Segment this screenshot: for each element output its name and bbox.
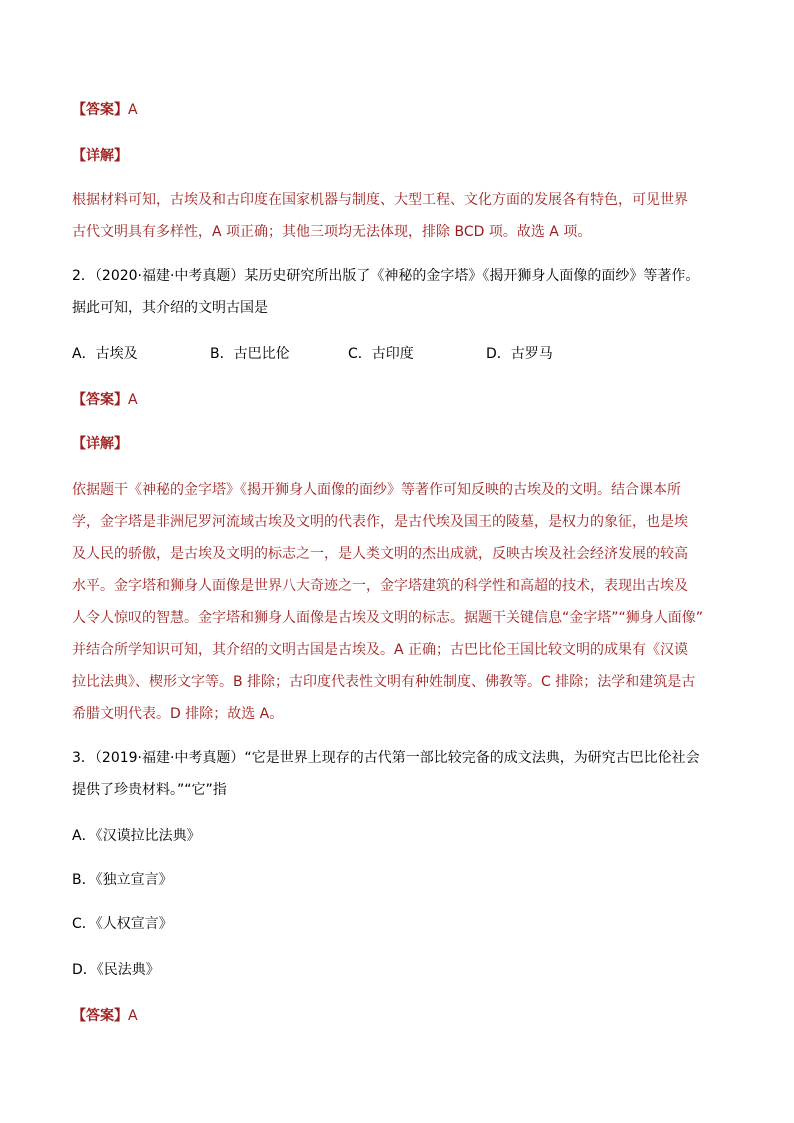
q3-answer-value: A <box>128 1008 138 1024</box>
q2-option-c: C．古印度 <box>348 346 414 362</box>
q2-question-line-1: 2．（2020·福建·中考真题）某历史研究所出版了《神秘的金字塔》《揭开狮身人面像的面纱》等著作。 <box>72 268 700 284</box>
q2-explanation-line-5: 人令人惊叹的智慧。金字塔和狮身人面像是古埃及文明的标志。据题干关键信息“金字塔”“狮身人面像” <box>72 610 704 626</box>
q2-explanation-line-6: 并结合所学知识可知，其介绍的文明古国是古埃及。A 正确；古巴比伦王国比较文明的成果有《汉谟 <box>72 642 689 658</box>
q2-answer-value: A <box>128 392 138 408</box>
q2-explanation-line-7: 拉比法典》、楔形文字等。B 排除；古印度代表性文明有种姓制度、佛教等。C 排除；法学和建筑是古 <box>72 674 696 690</box>
q1-answer-tag: 【答案】 <box>72 102 128 118</box>
q2-question-line-2: 据此可知，其介绍的文明古国是 <box>72 300 268 316</box>
q2-explanation-line-8: 希腊文明代表。D 排除；故选 A。 <box>72 706 284 722</box>
q2-option-b: B．古巴比伦 <box>210 346 290 362</box>
q2-option-d: D．古罗马 <box>486 346 553 362</box>
q1-explanation-line-2: 古代文明具有多样性，A 项正确；其他三项均无法体现，排除 BCD 项。故选 A 项。 <box>72 224 592 240</box>
q1-explanation-line-1: 根据材料可知，古埃及和古印度在国家机器与制度、大型工程、文化方面的发展各有特色，可见世界 <box>72 192 688 208</box>
q2-explanation-line-4: 水平。金字塔和狮身人面像是世界八大奇迹之一，金字塔建筑的科学性和高超的技术，表现出古埃及 <box>72 578 688 594</box>
q3-question-line-1: 3．（2019·福建·中考真题）“它是世界上现存的古代第一部比较完备的成文法典，为研究古巴比伦社会 <box>72 750 700 766</box>
q2-option-a: A．古埃及 <box>72 346 138 362</box>
q3-question-line-2: 提供了珍贵材料。”“它”指 <box>72 782 227 798</box>
q1-detail-tag: 【详解】 <box>72 148 128 164</box>
q3-option-a: A．《汉谟拉比法典》 <box>72 828 201 844</box>
q2-explanation-line-2: 学，金字塔是非洲尼罗河流域古埃及文明的代表作，是古代埃及国王的陵墓，是权力的象征，也是埃 <box>72 514 688 530</box>
q3-option-d: D．《民法典》 <box>72 962 160 978</box>
q1-answer-value: A <box>128 102 138 118</box>
q2-explanation-line-1: 依据题干《神秘的金字塔》《揭开狮身人面像的面纱》等著作可知反映的古埃及的文明。结合课本所 <box>72 482 681 498</box>
q2-answer-line <box>72 390 138 410</box>
q2-detail-tag: 【详解】 <box>72 436 128 452</box>
q3-answer-line <box>72 1006 138 1026</box>
q3-answer-tag: 【答案】 <box>72 1008 128 1024</box>
q2-explanation-line-3: 及人民的骄傲，是古埃及文明的标志之一，是人类文明的杰出成就，反映古埃及社会经济发展的较高 <box>72 546 688 562</box>
q1-answer-line <box>72 100 138 120</box>
q3-option-c: C．《人权宣言》 <box>72 916 173 932</box>
q3-option-b: B．《独立宣言》 <box>72 872 173 888</box>
q2-answer-tag: 【答案】 <box>72 392 128 408</box>
